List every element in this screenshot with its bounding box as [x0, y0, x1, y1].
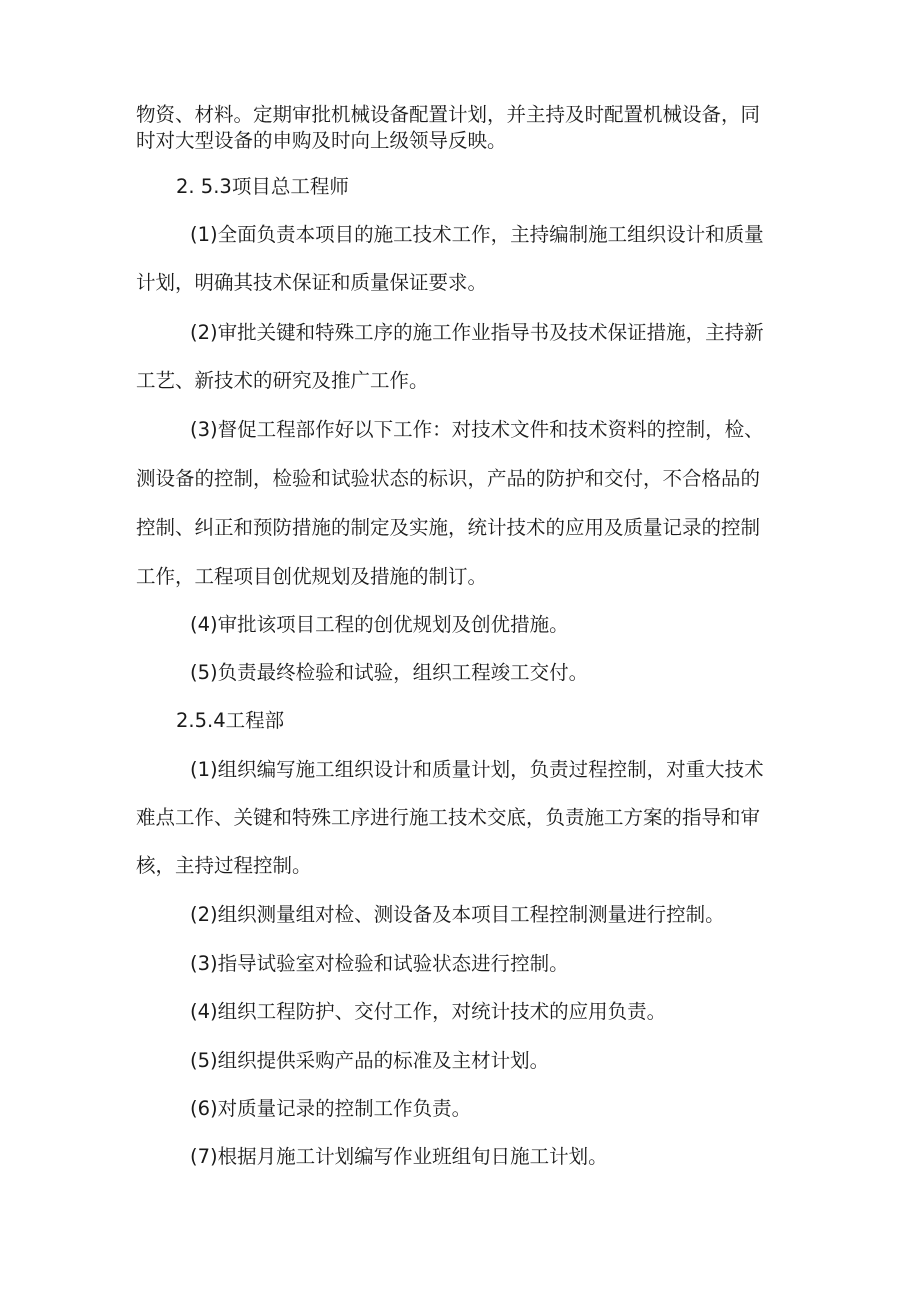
text-line: (5)组织提供采购产品的标准及主材计划。	[190, 1049, 550, 1072]
section-heading: 2. 5.3项目总工程师	[176, 175, 349, 198]
text-line: (7)根据月施工计划编写作业班组旬日施工计划。	[190, 1145, 608, 1168]
text-line: 核，主持过程控制。	[136, 854, 312, 877]
text-line: 时对大型设备的申购及时向上级领导反映。	[136, 129, 507, 152]
text-line: (2)审批关键和特殊工序的施工作业指导书及技术保证措施，主持新	[190, 321, 764, 344]
text-line: (1)组织编写施工组织设计和质量计划，负责过程控制，对重大技术	[190, 758, 764, 781]
text-line: 工艺、新技术的研究及推广工作。	[136, 369, 429, 392]
text-line: 控制、纠正和预防措施的制定及实施，统计技术的应用及质量记录的控制	[136, 516, 761, 539]
text-line: 难点工作、关键和特殊工序进行施工技术交底，负责施工方案的指导和审	[136, 806, 761, 829]
section-heading: 2.5.4工程部	[176, 709, 285, 732]
text-line: 测设备的控制，检验和试验状态的标识，产品的防护和交付，不合格品的	[136, 467, 761, 490]
text-line: 计划，明确其技术保证和质量保证要求。	[136, 271, 488, 294]
text-line: (1)全面负责本项目的施工技术工作，主持编制施工组织设计和质量	[190, 223, 764, 246]
text-line: (4)审批该项目工程的创优规划及创优措施。	[190, 613, 569, 636]
text-line: (4)组织工程防护、交付工作，对统计技术的应用负责。	[190, 1000, 667, 1023]
text-line: (3)指导试验室对检验和试验状态进行控制。	[190, 952, 569, 975]
text-line: 工作，工程项目创优规划及措施的制订。	[136, 565, 488, 588]
text-line: (6)对质量记录的控制工作负责。	[190, 1097, 472, 1120]
text-line: (2)组织测量组对检、测设备及本项目工程控制测量进行控制。	[190, 903, 725, 926]
text-line: 物资、材料。定期审批机械设备配置计划，并主持及时配置机械设备，同	[136, 103, 761, 126]
text-line: (3)督促工程部作好以下工作：对技术文件和技术资料的控制，检、	[190, 418, 764, 441]
text-line: (5)负责最终检验和试验，组织工程竣工交付。	[190, 661, 589, 684]
